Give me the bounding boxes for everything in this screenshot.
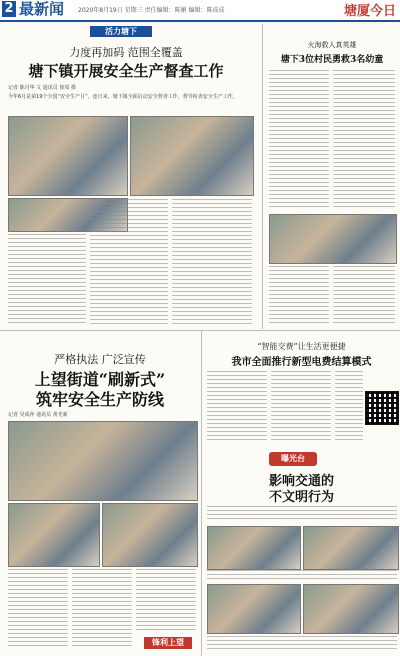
article-headline-2: 不文明行为	[268, 490, 334, 505]
exposure-photo-2	[303, 526, 399, 570]
article-headline: 塘下3位村民勇救3名幼童	[280, 55, 384, 65]
inspection-photo-right	[130, 116, 254, 196]
article-headline-2: 筑牢安全生产防线	[35, 390, 164, 409]
article-safety-inspection	[0, 24, 260, 329]
column-divider	[201, 331, 202, 656]
body-column-4	[333, 266, 395, 326]
article-subtitle: 力度再加码 范围全覆盖	[69, 46, 183, 59]
article-intro	[207, 506, 397, 522]
exposure-photo-3	[207, 584, 301, 634]
shangwang-photo-3	[102, 503, 198, 567]
article-exposure	[203, 446, 400, 656]
shangwang-photo-2	[8, 503, 100, 567]
shangwang-photo-1	[8, 421, 198, 501]
body-column-3	[269, 266, 329, 326]
footer-tag: 锋利上望	[144, 637, 192, 649]
article-byline: 记者 吴成萍 通讯员 黄光新	[8, 412, 68, 418]
body-column-1	[8, 569, 68, 649]
article-lead: 今年6月是第19个全国“安全生产月”，连日来，塘下镇全面启动安全督查工作，督导检查安全生产工作。	[8, 94, 238, 100]
inspection-photo-left	[8, 116, 128, 196]
article-headline: 上望街道“刷新式”	[34, 370, 166, 389]
newspaper-logo: 塘厦今日	[343, 4, 396, 19]
body-column-3	[172, 199, 252, 326]
section-title: 最新闻	[19, 0, 65, 18]
article-subtitle: “智能交费”让生活更便捷	[257, 342, 346, 351]
article-subtitle: 火海救人真英雄	[307, 41, 357, 49]
article-byline: 记者 陈丹华 文 通讯员 徐周 摄	[8, 85, 76, 91]
qr-code	[365, 391, 399, 425]
exposure-photo-1	[207, 526, 301, 570]
photo-captions-2	[207, 636, 397, 650]
exposure-photo-4	[303, 584, 399, 634]
body-column-2	[72, 569, 132, 649]
body-column-2	[333, 70, 395, 210]
article-rescue	[262, 24, 400, 329]
photo-captions-1	[207, 570, 397, 580]
article-shangwang	[0, 331, 200, 656]
body-column-1	[207, 371, 267, 443]
page-number: 2	[2, 1, 16, 17]
exposure-stamp: 曝光台	[269, 452, 317, 466]
body-column-2	[90, 199, 168, 326]
article-headline: 影响交通的	[268, 474, 334, 489]
article-electricity	[203, 331, 400, 446]
issue-meta: 2020年8月19日 星期三 责任编辑：陈媚 编辑：陈成成	[78, 7, 225, 14]
body-column-1	[8, 234, 86, 326]
article-headline: 我市全面推行新型电费结算模式	[231, 357, 372, 368]
rescue-photo	[269, 214, 397, 264]
column-tag: 活力塘下	[90, 26, 152, 37]
body-column-3	[136, 569, 196, 633]
body-column-1	[269, 70, 329, 210]
body-column-2	[271, 371, 331, 443]
article-subtitle: 严格执法 广泛宣传	[54, 353, 146, 366]
article-headline: 塘下镇开展安全生产督查工作	[28, 62, 224, 80]
body-column-3	[335, 371, 363, 443]
